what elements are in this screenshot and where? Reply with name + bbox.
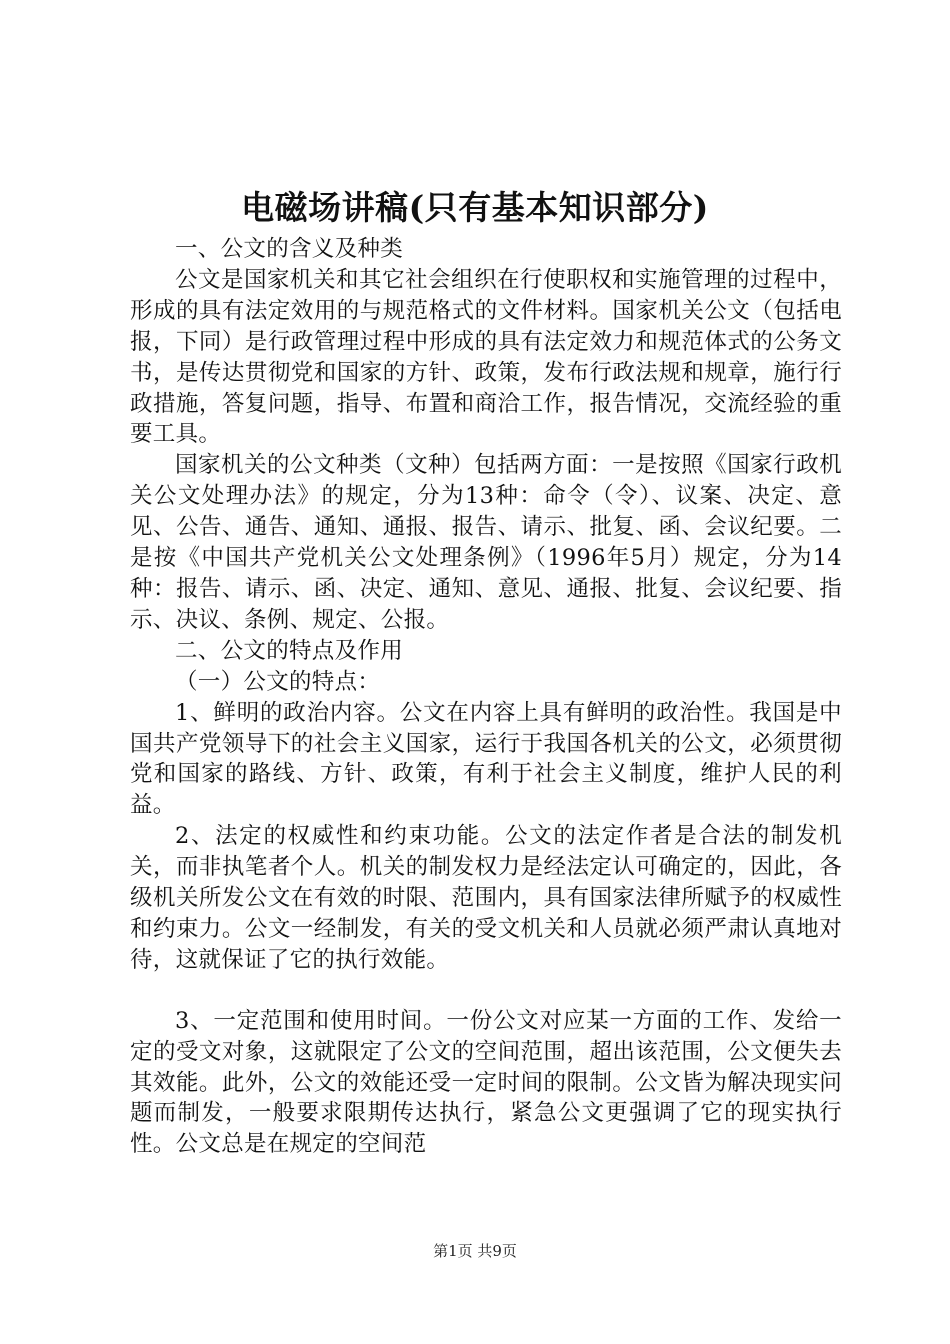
paragraph-feature-1: 1、鲜明的政治内容。公文在内容上具有鲜明的政治性。我国是中国共产党领导下的社会主义国家，运行于我国各机关的公文，必须贯彻党和国家的路线、方针、政策，有利于社会主义制度，维护人民的利益。	[130, 699, 842, 819]
document-title: 电磁场讲稿(只有基本知识部分)	[241, 188, 709, 227]
page-footer: 第1页 共9页	[433, 1242, 517, 1260]
section-heading-1: 一、公文的含义及种类	[175, 236, 404, 262]
paragraph-feature-2: 2、法定的权威性和约束功能。公文的法定作者是合法的制发机关，而非执笔者个人。机关的制发权力是经法定认可确定的，因此，各级机关所发公文在有效的时限、范围内，具有国家法律所赋予的权威性和约束力。公文一经制发，有关的受文机关和人员就必须严肃认真地对待，这就保证了它的执行效能。	[130, 823, 842, 973]
subsection-heading: （一）公文的特点：	[175, 668, 381, 695]
section-heading-2: 二、公文的特点及作用	[175, 637, 404, 664]
document-body	[130, 234, 842, 1160]
paragraph-definition: 公文是国家机关和其它社会组织在行使职权和实施管理的过程中，形成的具有法定效用的与规范格式的文件材料。国家机关公文（包括电报，下同）是行政管理过程中形成的具有法定效力和规范体式的公务文书，是传达贯彻党和国家的方针、政策，发布行政法规和规章，施行行政措施，答复问题，指导、布置和商洽工作，报告情况，交流经验的重要工具。	[130, 266, 842, 448]
paragraph-spacer	[130, 976, 842, 1006]
paragraph-feature-3: 3、一定范围和使用时间。一份公文对应某一方面的工作、发给一定的受文对象，这就限定了公文的空间范围，超出该范围，公文便失去其效能。此外，公文的效能还受一定时间的限制。公文皆为解决现实问题而制发，一般要求限期传达执行，紧急公文更强调了它的现实执行性。公文总是在规定的空间范	[130, 1007, 842, 1158]
paragraph-types: 国家机关的公文种类（文种）包括两方面：一是按照《国家行政机关公文处理办法》的规定，分为13种：命令（令）、议案、决定、意见、公告、通告、通知、通报、报告、请示、批复、函、会议纪要。二是按《中国共产党机关公文处理条例》（1996年5月）规定，分为14种：报告、请示、函、决定、通知、意见、通报、批复、会议纪要、指示、决议、条例、规定、公报。	[130, 452, 842, 633]
